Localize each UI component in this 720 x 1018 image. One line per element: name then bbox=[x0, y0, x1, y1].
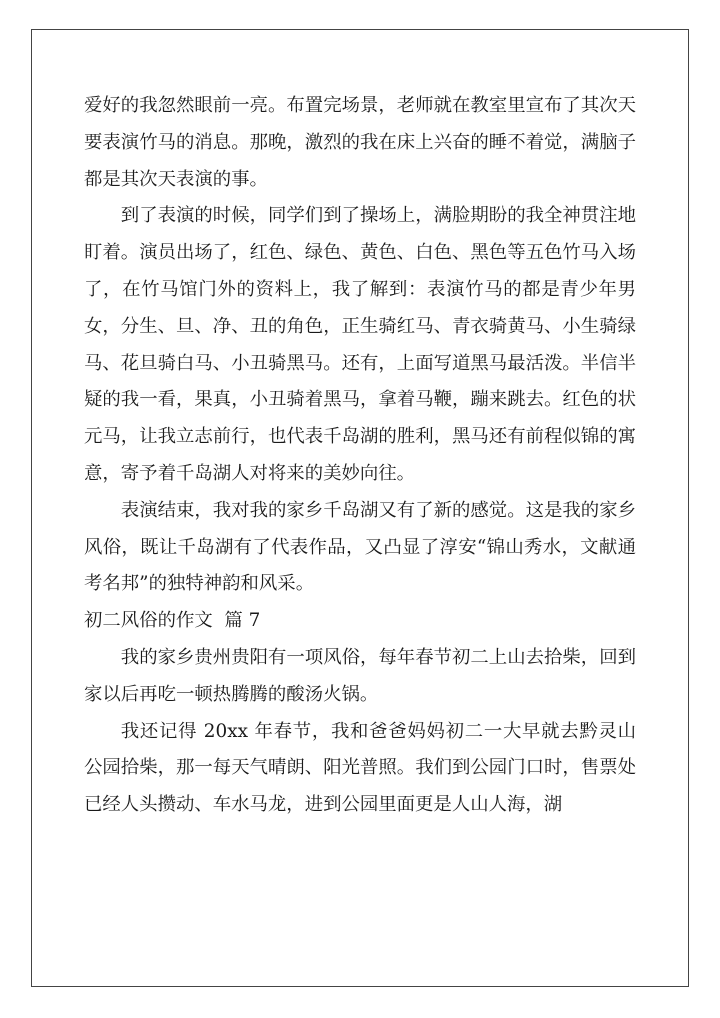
paragraph-3: 表演结束，我对我的家乡千岛湖又有了新的感觉。这是我的家乡风俗，既让千岛湖有了代表作品，又凸显了淳安“锦山秀水，文献通考名邦”的独特神韵和风采。 bbox=[84, 499, 636, 595]
document-body bbox=[84, 88, 636, 824]
paragraph-5: 我还记得 20xx 年春节，我和爸爸妈妈初二一大早就去黔灵山公园拾柴，那一每天气晴朗、阳光普照。我们到公园门口时，售票处已经人头攒动、车水马龙，进到公园里面更是人山人海，湖 bbox=[84, 720, 636, 816]
section-heading: 初二风俗的作文 篇 7 bbox=[84, 610, 261, 632]
paragraph-2: 到了表演的时候，同学们到了操场上，满脸期盼的我全神贯注地盯着。演员出场了，红色、绿色、黄色、白色、黑色等五色竹马入场了，在竹马馆门外的资料上，我了解到：表演竹马的都是青少年男女，分生、旦、净、丑的角色，正生骑红马、青衣骑黄马、小生骑绿马、花旦骑白马、小丑骑黑马。还有，上面写道黑马最活泼。半信半疑的我一看，果真，小丑骑着黑马，拿着马鞭，蹦来跳去。红色的状元马，让我立志前行，也代表千岛湖的胜利，黑马还有前程似锦的寓意，寄予着千岛湖人对将来的美妙向往。 bbox=[84, 205, 636, 484]
paragraph-4: 我的家乡贵州贵阳有一项风俗，每年春节初二上山去拾柴，回到家以后再吃一顿热腾腾的酸汤火锅。 bbox=[84, 646, 636, 705]
paragraph-1: 爱好的我忽然眼前一亮。布置完场景，老师就在教室里宣布了其次天要表演竹马的消息。那晚，激烈的我在床上兴奋的睡不着觉，满脑子都是其次天表演的事。 bbox=[84, 95, 636, 190]
